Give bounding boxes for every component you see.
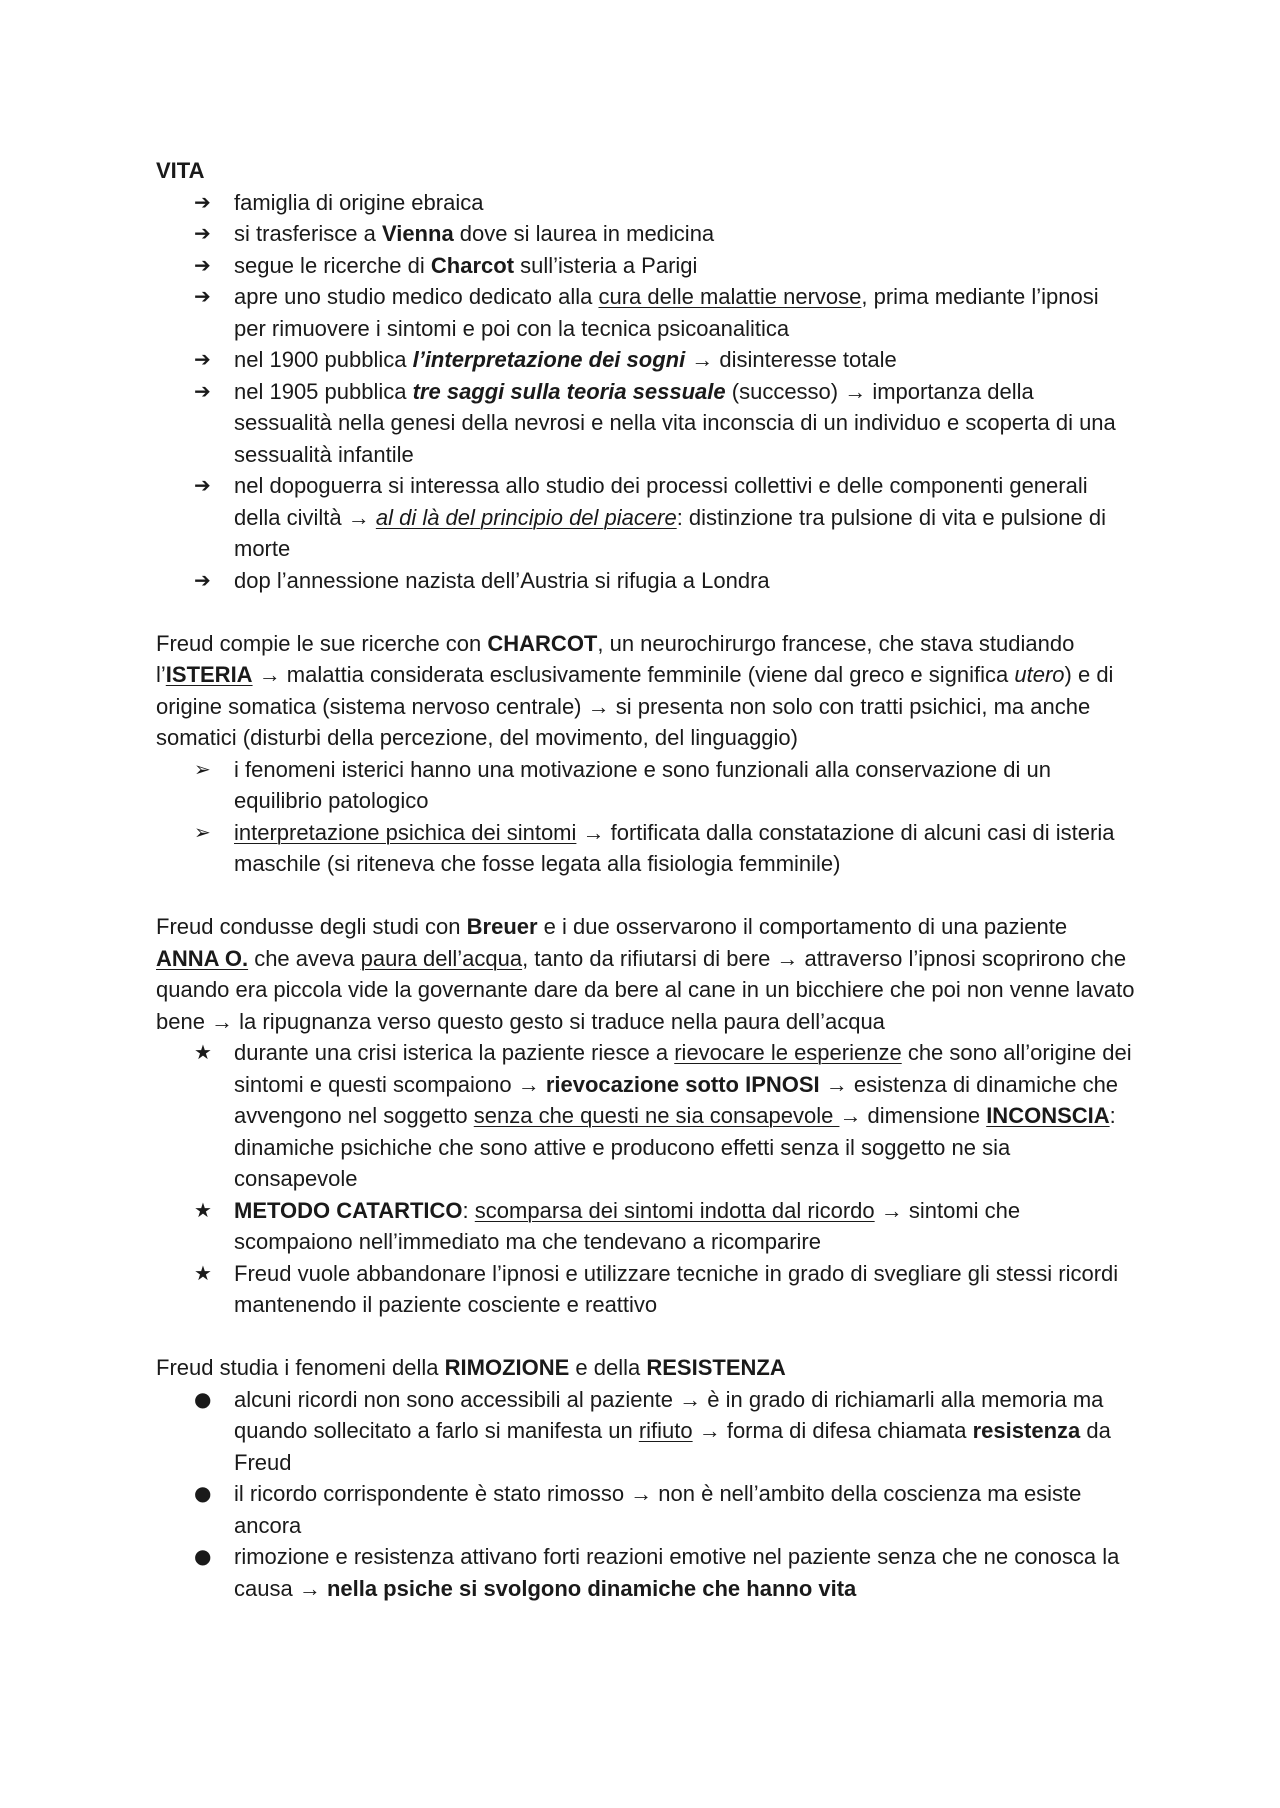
vita-list <box>156 187 1136 597</box>
list-item: ➔ nel dopoguerra si interessa allo studio dei processi collettivi e delle componenti generali della civiltà → al di là del principio del piacere: distinzione tra pulsione di vita e pulsione di morte <box>156 470 1136 565</box>
star-bullet-icon: ★ <box>194 1260 212 1285</box>
list-item: ➢ interpretazione psichica dei sintomi → fortificata dalla constatazione di alcuni casi di isteria maschile (si riteneva che fosse legata alla fisiologia femminile) <box>156 817 1136 880</box>
arrow-bullet-icon: ➔ <box>194 347 211 371</box>
paragraph-rimozione: Freud studia i fenomeni della RIMOZIONE e della RESISTENZA <box>156 1355 786 1380</box>
star-bullet-icon: ★ <box>194 1197 212 1222</box>
star-bullet-icon: ★ <box>194 1040 212 1064</box>
arrow-bullet-icon: ➔ <box>194 221 211 245</box>
paragraph-breuer: Freud condusse degli studi con Breuer e i due osservarono il comportamento di una paziente ANNA O. che aveva paura dell’acqua, tanto da rifiutarsi di bere → attraverso l’ipnosi scoprirono che quando era piccola vide la governante dare da bere al cane in un bicchiere che poi non venne lavato bene → la ripugnanza verso questo gesto si traduce nella paura dell’acqua <box>156 914 1135 1034</box>
chevron-bullet-icon: ➢ <box>194 819 211 844</box>
arrow-bullet-icon: ➔ <box>194 378 211 403</box>
list-item: ➔ apre uno studio medico dedicato alla cura delle malattie nervose, prima mediante l’ipnosi per rimuovere i sintomi e poi con la tecnica psicoanalitica <box>156 281 1136 344</box>
list-item: ➔ nel 1905 pubblica tre saggi sulla teoria sessuale (successo) → importanza della sessualità nella genesi della nevrosi e nella vita inconscia di un individuo e scoperta di una sessualità infantile <box>156 376 1136 471</box>
arrow-bullet-icon: ➔ <box>194 252 211 277</box>
list-item: ➔ segue le ricerche di Charcot sull’isteria a Parigi <box>156 250 1136 282</box>
list-item: ● il ricordo corrispondente è stato rimosso → non è nell’ambito della coscienza ma esiste ancora <box>156 1478 1136 1541</box>
list-item: ★ durante una crisi isterica la paziente riesce a rievocare le esperienze che sono all’origine dei sintomi e questi scompaiono → rievocazione sotto IPNOSI → esistenza di dinamiche che avvengono nel soggetto senza che questi ne sia consapevole → dimensione INCONSCIA: dinamiche psichiche che sono attive e producono effetti senza il soggetto ne sia consapevole <box>156 1037 1136 1195</box>
arrow-bullet-icon: ➔ <box>194 284 211 308</box>
list-item: ● alcuni ricordi non sono accessibili al paziente → è in grado di richiamarli alla memoria ma quando sollecitato a farlo si manifesta un rifiuto → forma di difesa chiamata resistenza da Freud <box>156 1384 1136 1479</box>
arrow-bullet-icon: ➔ <box>194 473 211 497</box>
list-item: ➔ dop l’annessione nazista dell’Austria si rifugia a Londra <box>156 565 1136 597</box>
list-item: ➔ famiglia di origine ebraica <box>156 187 1136 219</box>
list-item: ➢ i fenomeni isterici hanno una motivazione e sono funzionali alla conservazione di un equilibrio patologico <box>156 754 1136 817</box>
list-item: ➔ nel 1900 pubblica l’interpretazione dei sogni → disinteresse totale <box>156 344 1136 376</box>
arrow-bullet-icon: ➔ <box>194 189 211 214</box>
arrow-bullet-icon: ➔ <box>194 567 211 592</box>
dot-bullet-icon: ● <box>194 1386 212 1411</box>
rimozione-list <box>156 1384 1136 1605</box>
section-title-vita: VITA <box>156 158 205 183</box>
paragraph-charcot: Freud compie le sue ricerche con CHARCOT, un neurochirurgo francese, che stava studiando l’ISTERIA → malattia considerata esclusivamente femminile (viene dal greco e significa utero) e di origine somatica (sistema nervoso centrale) → si presenta non solo con tratti psichici, ma anche somatici (disturbi della percezione, del movimento, del linguaggio) <box>156 630 1114 750</box>
list-item: ★ Freud vuole abbandonare l’ipnosi e utilizzare tecniche in grado di svegliare gli stessi ricordi mantenendo il paziente cosciente e reattivo <box>156 1258 1136 1321</box>
chevron-bullet-icon: ➢ <box>194 756 211 781</box>
document-page <box>156 155 1136 1604</box>
list-item: ➔ si trasferisce a Vienna dove si laurea in medicina <box>156 218 1136 250</box>
dot-bullet-icon: ● <box>194 1481 212 1505</box>
list-item: ● rimozione e resistenza attivano forti reazioni emotive nel paziente senza che ne conosca la causa → nella psiche si svolgono dinamiche che hanno vita <box>156 1541 1136 1604</box>
charcot-list <box>156 754 1136 880</box>
dot-bullet-icon: ● <box>194 1544 212 1568</box>
breuer-list <box>156 1037 1136 1321</box>
list-item: ★ METODO CATARTICO: scomparsa dei sintomi indotta dal ricordo → sintomi che scompaiono nell’immediato ma che tendevano a ricomparire <box>156 1195 1136 1258</box>
